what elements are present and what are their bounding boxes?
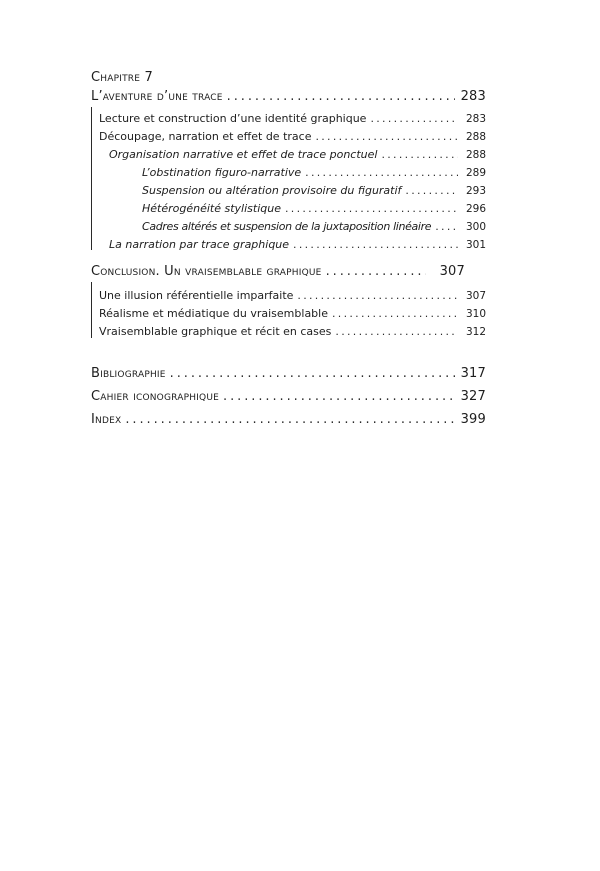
toc-entry-label: La narration par trace graphique: [109, 238, 290, 251]
dot-leader: [227, 90, 455, 103]
toc-entry-label: Découpage, narration et effet de trace: [99, 130, 312, 143]
page-number: 289: [465, 167, 486, 179]
toc-entry: [99, 326, 486, 338]
toc-entry: [142, 203, 486, 215]
back-matter-label: Index: [91, 412, 122, 427]
dot-leader: [315, 131, 458, 142]
page-number: 327: [460, 389, 486, 404]
iconography-entry: [91, 390, 486, 403]
page-number: 283: [460, 89, 486, 104]
index-entry: [91, 413, 486, 426]
page-number: 288: [465, 131, 486, 143]
dot-leader: [293, 239, 458, 250]
toc-entry: [142, 167, 486, 179]
toc-entry: [99, 308, 486, 320]
back-matter-label: Bibliographie: [91, 366, 166, 381]
toc-entry-label: L’obstination figuro-narrative: [142, 166, 302, 179]
toc-entry-label: Une illusion référentielle imparfaite: [99, 289, 294, 302]
page-number: 288: [465, 149, 486, 161]
bibliography-entry: [91, 367, 486, 380]
toc-entry: [99, 113, 486, 125]
page-number: 301: [465, 239, 486, 251]
page-number: 317: [460, 366, 486, 381]
conclusion-title: Conclusion. Un vraisemblable graphique: [91, 264, 322, 279]
dot-leader: [125, 413, 454, 426]
page-number: 296: [465, 203, 486, 215]
toc-entry-label: Suspension ou altération provisoire du figuratif: [142, 184, 402, 197]
toc-entry: [109, 239, 486, 251]
page-number: 310: [465, 308, 486, 320]
dot-leader: [405, 185, 458, 196]
dot-leader: [370, 113, 458, 124]
dot-leader: [381, 149, 458, 160]
page-number: 399: [460, 412, 486, 427]
conclusion-title-entry: [91, 265, 486, 278]
toc-entry: [142, 221, 486, 233]
section-rule: [91, 107, 92, 250]
toc-entry-label: Vraisemblable graphique et récit en cases: [99, 325, 332, 338]
toc-entry-label: Réalisme et médiatique du vraisemblable: [99, 307, 328, 320]
toc-entry: [109, 149, 486, 161]
chapter-title: L’aventure d’une trace: [91, 89, 223, 104]
toc-entry: [99, 131, 486, 143]
dot-leader: [305, 167, 458, 178]
dot-leader: [335, 326, 458, 337]
page-number: 300: [465, 221, 486, 233]
toc-entry-label: Cadres altérés et suspension de la juxtaposition linéaire: [142, 220, 432, 233]
page-number: 293: [465, 185, 486, 197]
page-number: 307: [439, 264, 465, 279]
dot-leader: [332, 308, 458, 319]
dot-leader: [223, 390, 455, 403]
toc-entry: [142, 185, 486, 197]
page-number: 312: [465, 326, 486, 338]
toc-entry-label: Hétérogénéité stylistique: [142, 202, 281, 215]
dot-leader: [326, 265, 426, 278]
toc-entry: [99, 290, 486, 302]
page-number: 307: [465, 290, 486, 302]
section-rule: [91, 282, 92, 338]
chapter-label: Chapitre 7: [91, 70, 153, 85]
toc-entry-label: Lecture et construction d’une identité graphique: [99, 112, 367, 125]
chapter-title-entry: [91, 90, 486, 103]
page-number: 283: [465, 113, 486, 125]
dot-leader: [170, 367, 455, 380]
dot-leader: [297, 290, 458, 301]
dot-leader: [285, 203, 458, 214]
back-matter-label: Cahier iconographique: [91, 389, 219, 404]
dot-leader: [435, 221, 458, 232]
toc-entry-label: Organisation narrative et effet de trace ponctuel: [109, 148, 378, 161]
